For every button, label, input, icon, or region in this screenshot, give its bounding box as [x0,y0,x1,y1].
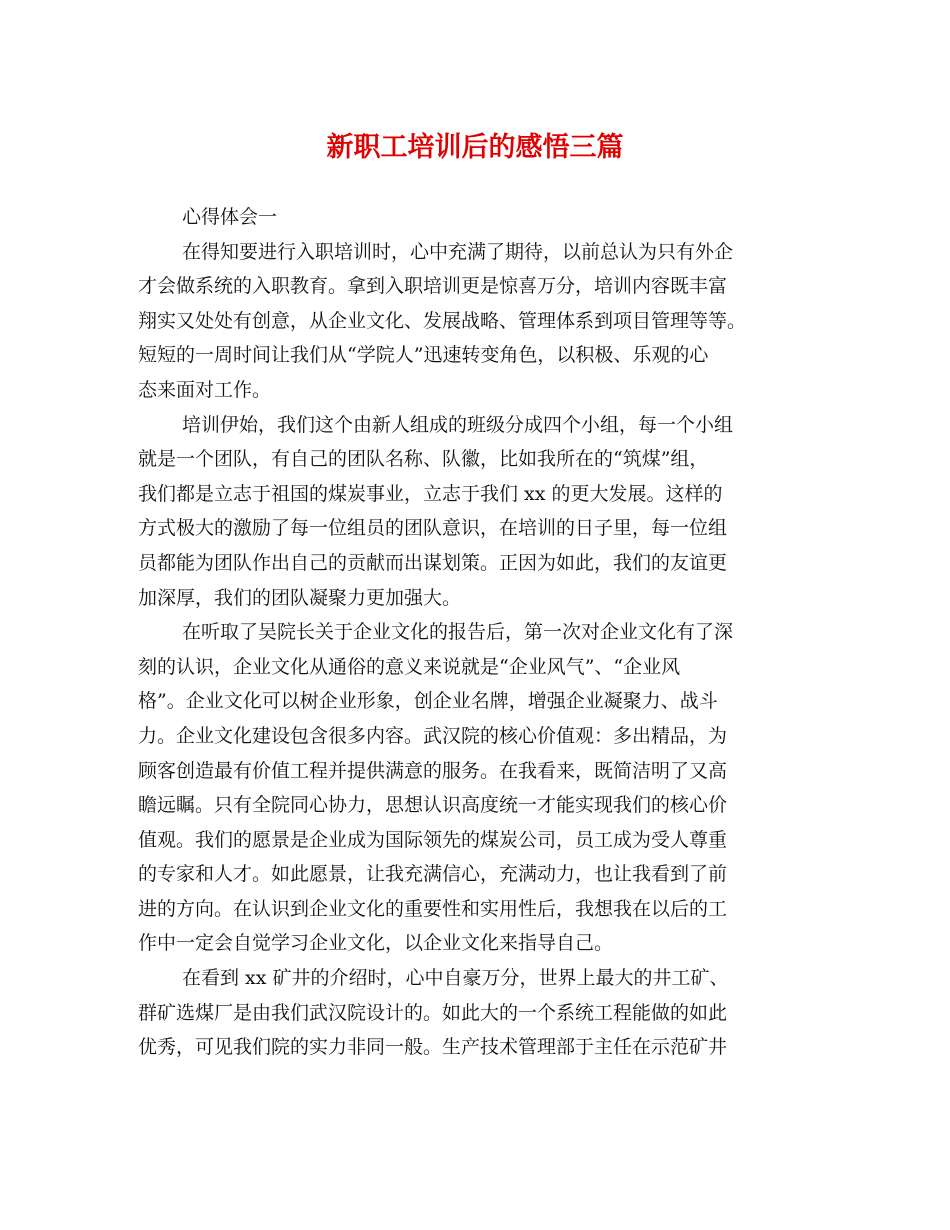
paragraph-line: 方式极大的激励了每一位组员的团队意识，在培训的日子里，每一位组 [138,517,728,540]
paragraph-line: 力。企业文化建设包含很多内容。武汉院的核心价值观：多出精品，为 [138,724,728,747]
paragraph-line: 短短的一周时间让我们从“学院人”迅速转变角色，以积极、乐观的心 [138,344,709,367]
paragraph-line: 的专家和人才。如此愿景，让我充满信心，充满动力，也让我看到了前 [138,863,728,886]
paragraph-line: 我们都是立志于祖国的煤炭事业，立志于我们 xx 的更大发展。这样的 [138,482,723,505]
section-heading: 心得体会一 [182,206,278,228]
paragraph-line: 刻的认识，企业文化从通俗的意义来说就是“企业风气”、“企业风 [138,655,681,678]
paragraph-line: 才会做系统的入职教育。拿到入职培训更是惊喜万分，培训内容既丰富 [138,275,728,298]
paragraph-4 [138,961,822,1065]
document-title: 新职工培训后的感悟三篇 [326,132,624,163]
paragraph-2 [138,408,822,616]
paragraph-line: 态来面对工作。 [138,378,272,401]
paragraph-line: 就是一个团队，有自己的团队名称、队徽，比如我所在的“筑煤”组， [138,448,709,471]
paragraph-line: 翔实又处处有创意，从企业文化、发展战略、管理体系到项目管理等等。 [138,309,747,332]
paragraph-3 [138,615,822,961]
paragraph-line: 值观。我们的愿景是企业成为国际领先的煤炭公司，员工成为受人尊重 [138,828,728,851]
paragraph-line: 培训伊始，我们这个由新人组成的班级分成四个小组，每一个小组 [182,413,734,436]
document-body [138,200,822,1065]
paragraph-line: 作中一定会自觉学习企业文化，以企业文化来指导自己。 [138,932,614,955]
paragraph-line: 员都能为团队作出自己的贡献而出谋划策。正因为如此，我们的友谊更 [138,551,728,574]
paragraph-line: 群矿选煤厂是由我们武汉院设计的。如此大的一个系统工程能做的如此 [138,1001,728,1024]
paragraph-line: 优秀，可见我们院的实力非同一般。生产技术管理部于主任在示范矿井 [138,1036,728,1059]
paragraph-line: 在看到 xx 矿井的介绍时，心中自豪万分，世界上最大的井工矿、 [182,967,729,990]
paragraph-1 [138,235,822,408]
paragraph-line: 进的方向。在认识到企业文化的重要性和实用性后，我想我在以后的工 [138,897,728,920]
paragraph-line: 在得知要进行入职培训时，心中充满了期待，以前总认为只有外企 [182,240,734,263]
paragraph-line: 在听取了吴院长关于企业文化的报告后，第一次对企业文化有了深 [182,621,734,644]
paragraph-line: 格”。企业文化可以树企业形象，创企业名牌，增强企业凝聚力、战斗 [138,690,718,713]
paragraph-line: 加深厚，我们的团队凝聚力更加强大。 [138,586,462,609]
paragraph-line: 顾客创造最有价值工程并提供满意的服务。在我看来，既简洁明了又高 [138,759,728,782]
paragraph-line: 瞻远瞩。只有全院同心协力，思想认识高度统一才能实现我们的核心价 [138,794,728,817]
